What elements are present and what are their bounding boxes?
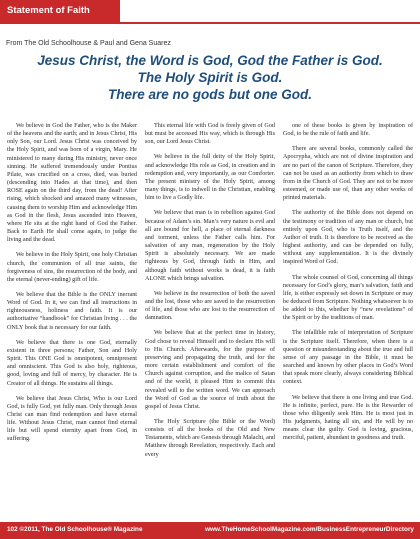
paragraph: We believe in the resurrection of both the saved and the lost, those who are saved to the resurrection of life, and those who are lost to the resurrection of damnation. — [145, 290, 275, 322]
text-column-3 — [283, 122, 413, 449]
paragraph: We believe that man is in rebellion against God because of Adam’s sin. Man’s very nature is evil and all are bound for hell, a place of eternal darkness and torment, unless the Father calls him. For salvation of any man, regeneration by the Holy Spirit is absolutely necessary. We are made righteous by God, through faith in Him, and although faith without works is dead, it is faith ALONE which brings salvation. — [145, 210, 275, 282]
paragraph: The Holy Scripture (the Bible or the Word) consists of all the books of the Old and New Testaments, which are Genesis through Malachi, and Matthew through Revelation, respectively. Each and every — [145, 419, 275, 458]
paragraph: This eternal life with God is freely given of God but must be accessed His way, which is through His son, our Lord Jesus Christ. — [145, 123, 275, 146]
byline: From The Old Schoolhouse & Paul and Gena Suarez — [6, 40, 171, 47]
paragraph: We believe in the full deity of the Holy Spirit, and acknowledge His role as God, in creation and in redemption and, very importantly, as our Comforter. The present ministry of the Holy Spirit, among many things, is to indwell in the Christian, enabling him to live a Godly life. — [145, 154, 275, 202]
paragraph: We believe in the Holy Spirit, one holy Christian church, the communion of all true saints, the forgiveness of sins, the resurrection of the body, and the eternal (never-ending) gift of life. — [7, 252, 137, 283]
paragraph: We believe that at the perfect time in history, God chose to reveal Himself and to declare His will to His Church. Afterwards, for the purpose of preserving and propagating the truth, and for the more certain establishment and comfort of the Church against corruption, and the malice of Satan and of the world, it pleased Him to commit this revealed will to the written word. We can approach the Word of God as the source of truth about the gospel of Jesus Christ. — [145, 330, 275, 410]
page-number-copyright: 102 ©2011, The Old Schoolhouse® Magazine — [7, 526, 143, 533]
paragraph: The infallible rule of interpretation of Scripture is the Scripture itself. Therefore, when there is a question or misunderstanding about the true and full sense of any passage in the Bible, it must be searched and known by other places in God’s Word that speak more clearly, always considering Biblical context. — [283, 330, 413, 386]
paragraph: one of these books is given by inspiration of God, to be the rule of faith and life. — [283, 123, 413, 138]
paragraph: We believe in God the Father, who is the Maker of the heavens and the earth; and in Jesus Christ, His only Son, our Lord. Jesus Christ was conceived by the Holy Spirit, and was born of a virgin, Mary. He ministered to many during His ministry, never once sinning. He suffered tremendously under Pontius Pilate, was crucified on a cross, died, was buried (descending into Hades at that time), and then ROSE again on the third day, from the dead! After rising, which shocked and amazed many witnesses, causing them to worship Him and acknowledge Him as God in the flesh, Jesus ascended into Heaven, where He sits at the right hand of God the Father. Back to Earth He shall come again, to judge the living and the dead. — [7, 123, 137, 244]
paragraph: We believe that Jesus Christ, Who is our Lord God, is fully God, yet fully man. Only through Jesus Christ can man find redemption and have eternal life. Without Jesus Christ, man cannot find eternal life but will spend eternity apart from God, in suffering. — [7, 395, 137, 443]
footer-url[interactable]: www.TheHomeSchoolMagazine.com/BusinessEntrepreneurDirectory — [205, 526, 414, 533]
page-title — [6, 52, 414, 103]
headline-line-3: There are no gods but one God. — [107, 87, 312, 102]
paragraph: The authority of the Bible does not depend on the testimony or tradition of any man or church, but entirely upon God, who is Truth itself, and the Author of truth. It is therefore to be received as the highest authority, and can be depended on fully, without any supplementation. It is the divinely inspired Word of God. — [283, 210, 413, 266]
paragraph: The whole counsel of God, concerning all things necessary for God’s glory, man’s salvation, faith and life, is either expressly set down in Scripture or may be deduced from Scripture. Nothing whatsoever is to be added to this, whether by “new revelations” of the Spirit or by the traditions of man. — [283, 274, 413, 322]
section-label: Statement of Faith — [7, 5, 90, 16]
paragraph: There are several books, commonly called the Apocrypha, which are not of divine inspiration and are no part of the canon of Scripture. Therefore, they can not be used as an authority from which to draw from in the Church of God. They are not to be more esteemed, or made use of, than any other works of printed materials. — [283, 146, 413, 202]
paragraph: We believe that there is one living and true God. He is infinite, perfect, pure. He is the Rewarder of those who diligently seek Him. He is most just in His judgments, hating all sin, and He will by no means clear the guilty. God is loving, gracious, merciful, patient, abundant in goodness and truth. — [283, 394, 413, 442]
headline-line-1: Jesus Christ, the Word is God, God the Father is God. — [37, 53, 383, 68]
paragraph: We believe that the Bible is the ONLY inerrant Word of God. In it, we can find all instructions in righteousness, holiness and faith. It is our authoritative “handbook” for Christian living . . . the ONLY book that is necessary for our faith. — [7, 291, 137, 331]
text-column-2 — [145, 122, 275, 466]
header-rule — [0, 22, 420, 24]
text-column-1 — [7, 122, 137, 451]
headline-line-2: The Holy Spirit is God. — [137, 70, 283, 85]
section-tab — [0, 0, 120, 22]
paragraph: We believe that there is one God, eternally existent in three persons; Father, Son and Holy Spirit. This ONE God is omnipotent, omnipresent and omniscient. This God is also holy, righteous, good, loving and full of mercy, by character. He is Creator of all things. He sustains all things. — [7, 339, 137, 387]
